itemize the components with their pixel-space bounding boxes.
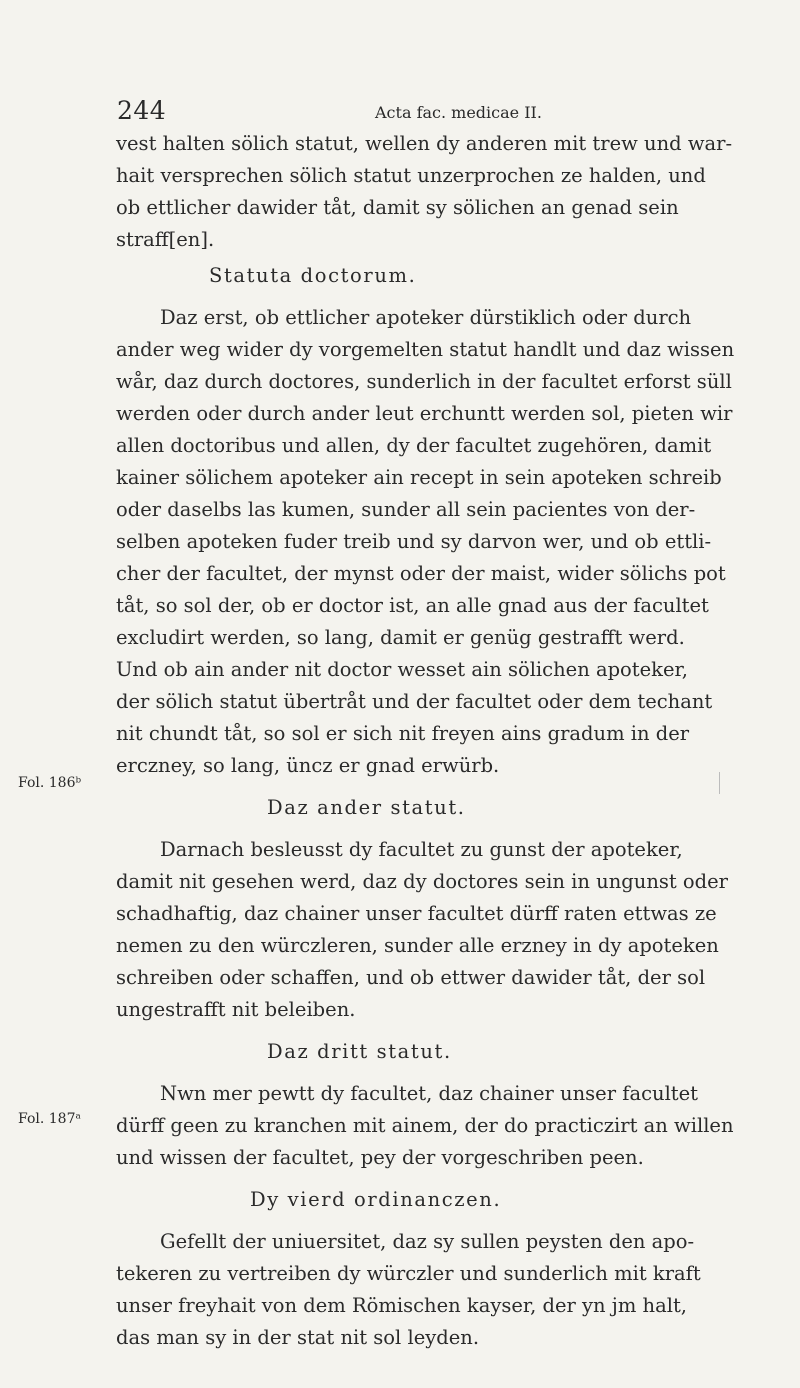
margin-bar <box>719 772 720 794</box>
text-line: ander weg wider dy vorgemelten statut handlt und daz wissen <box>116 338 735 361</box>
section-heading: Daz ander statut. <box>267 796 466 819</box>
text-line: dürff geen zu kranchen mit ainem, der do practiczirt an willen <box>116 1114 734 1137</box>
text-line: excludirt werden, so lang, damit er genüg gestrafft werd. <box>116 626 685 649</box>
text-line: tåt, so sol der, ob er doctor ist, an alle gnad aus der facultet <box>116 594 709 617</box>
text-line: ob ettlicher dawider tåt, damit sy sölichen an genad sein <box>116 196 679 219</box>
section-heading: Statuta doctorum. <box>209 264 417 287</box>
text-line: selben apoteken fuder treib und sy darvon wer, und ob ettli- <box>116 530 712 553</box>
text-line: nit chundt tåt, so sol er sich nit freyen ains gradum in der <box>116 722 690 745</box>
text-line: nemen zu den würczleren, sunder alle erzney in dy apoteken <box>116 934 719 957</box>
section-heading: Daz dritt statut. <box>267 1040 452 1063</box>
text-line: wår, daz durch doctores, sunderlich in der facultet erforst süll <box>116 370 732 393</box>
text-line: Darnach besleusst dy facultet zu gunst der apoteker, <box>160 838 683 861</box>
section-heading: Dy vierd ordinanczen. <box>250 1188 502 1211</box>
text-line: werden oder durch ander leut erchuntt werden sol, pieten wir <box>116 402 733 425</box>
text-line: schreiben oder schaffen, und ob ettwer dawider tåt, der sol <box>116 966 706 989</box>
text-line: oder daselbs las kumen, sunder all sein pacientes von der- <box>116 498 696 521</box>
page-number: 244 <box>117 96 167 125</box>
text-line: Gefellt der uniuersitet, daz sy sullen peysten den apo- <box>160 1230 695 1253</box>
text-line: kainer sölichem apoteker ain recept in sein apoteken schreib <box>116 466 722 489</box>
text-line: allen doctoribus und allen, dy der facultet zugehören, damit <box>116 434 712 457</box>
margin-note-fol-187a: Fol. 187ᵃ <box>18 1111 81 1127</box>
text-line: der sölich statut übertråt und der facultet oder dem techant <box>116 690 713 713</box>
text-line: Daz erst, ob ettlicher apoteker dürstiklich oder durch <box>160 306 692 329</box>
text-line: vest halten sölich statut, wellen dy anderen mit trew und war- <box>116 132 733 155</box>
text-line: und wissen der facultet, pey der vorgeschriben peen. <box>116 1146 644 1169</box>
text-line: cher der facultet, der mynst oder der maist, wider sölichs pot <box>116 562 726 585</box>
text-line: straff[en]. <box>116 228 215 251</box>
text-line: hait versprechen sölich statut unzerprochen ze halden, und <box>116 164 706 187</box>
text-line: Und ob ain ander nit doctor wesset ain sölichen apoteker, <box>116 658 688 681</box>
margin-note-fol-186b: Fol. 186ᵇ <box>18 775 82 791</box>
text-line: ungestrafft nit beleiben. <box>116 998 356 1021</box>
text-line: tekeren zu vertreiben dy würczler und sunderlich mit kraft <box>116 1262 701 1285</box>
text-line: unser freyhait von dem Römischen kayser, der yn jm halt, <box>116 1294 687 1317</box>
text-line: damit nit gesehen werd, daz dy doctores sein in ungunst oder <box>116 870 729 893</box>
text-line: Nwn mer pewtt dy facultet, daz chainer unser facultet <box>160 1082 699 1105</box>
text-line: schadhaftig, daz chainer unser facultet dürff raten ettwas ze <box>116 902 717 925</box>
running-head: Acta fac. medicae II. <box>375 103 542 122</box>
text-line: erczney, so lang, üncz er gnad erwürb. <box>116 754 500 777</box>
text-line: das man sy in der stat nit sol leyden. <box>116 1326 480 1349</box>
